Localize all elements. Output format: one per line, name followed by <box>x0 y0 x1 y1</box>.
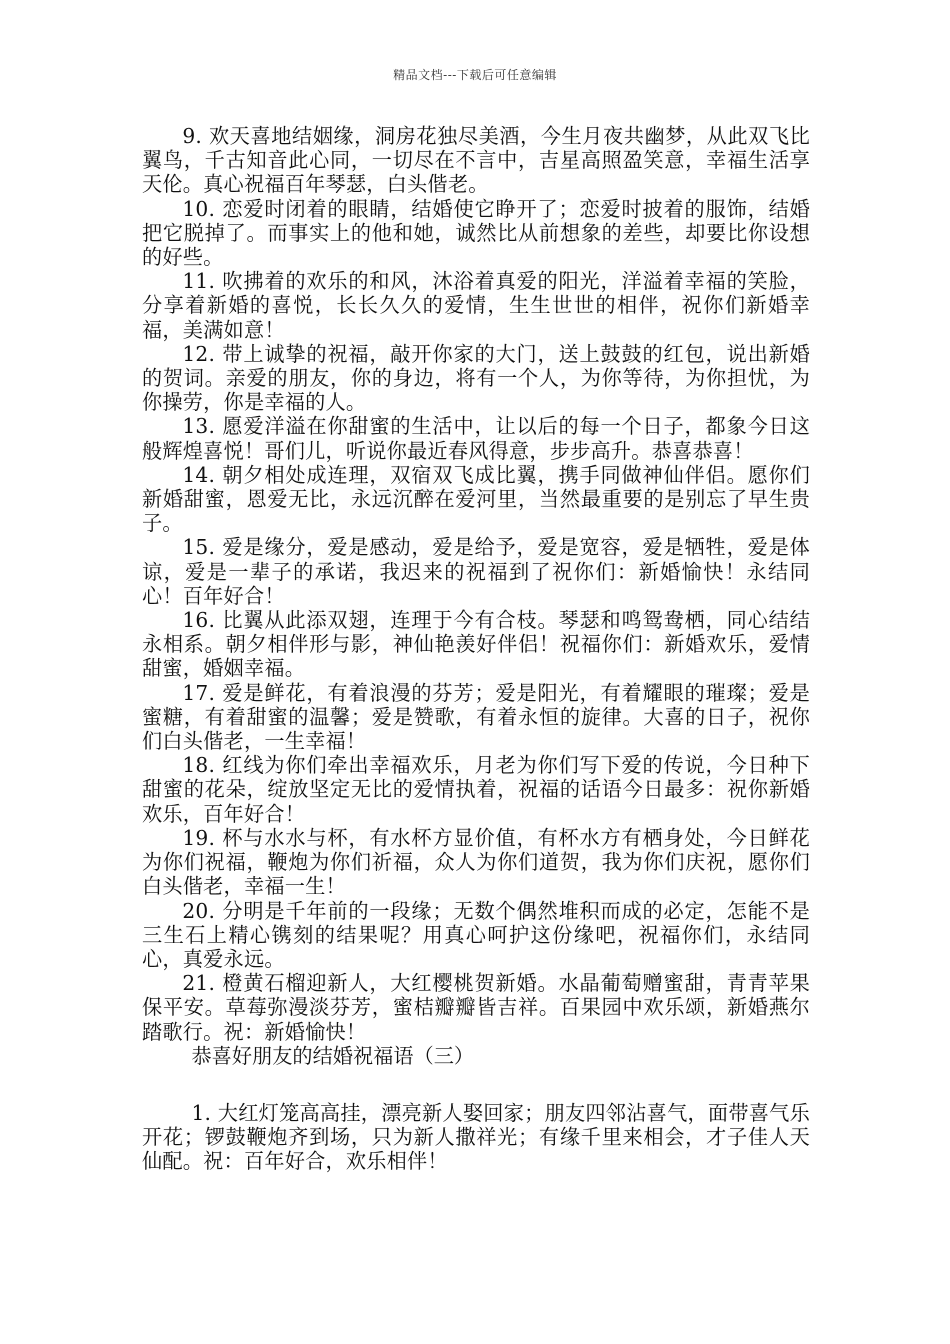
paragraph-item-14: 14. 朝夕相处成连理，双宿双飞成比翼，携手同做神仙伴侣。愿你们新婚甜蜜，恩爱无比，永远沉醉在爱河里，当然最重要的是别忘了早生贵子。 <box>142 462 810 536</box>
paragraph-item-20: 20. 分明是千年前的一段缘；无数个偶然堆积而成的必定，怎能不是三生石上精心镌刻的结果呢？用真心呵护这份缘吧，祝福你们，永结同心，真爱永远。 <box>142 898 810 971</box>
section-heading: 恭喜好朋友的结婚祝福语（三） <box>191 1043 475 1068</box>
page-header: 精品文档---下载后可任意编辑 <box>393 68 557 82</box>
paragraph-item-17: 17. 爱是鲜花，有着浪漫的芬芳；爱是阳光，有着耀眼的璀璨；爱是蜜糖，有着甜蜜的温馨；爱是赞歌，有着永恒的旋律。大喜的日子，祝你们白头偕老，一生幸福！ <box>142 680 810 754</box>
paragraph-item-9: 9. 欢天喜地结姻缘，洞房花独尽美酒，今生月夜共幽梦，从此双飞比翼鸟，千古知音此心同，一切尽在不言中，吉星高照盈笑意，幸福生活享天伦。真心祝福百年琴瑟，白头偕老。 <box>142 124 810 197</box>
paragraph-item-10: 10. 恋爱时闭着的眼睛，结婚使它睁开了；恋爱时披着的服饰，结婚把它脱掉了。而事实上的他和她，诚然比从前想象的差些，却要比你设想的好些。 <box>142 196 810 270</box>
paragraph-item-15: 15. 爱是缘分，爱是感动，爱是给予，爱是宽容，爱是牺牲，爱是体谅，爱是一辈子的承诺，我迟来的祝福到了祝你们：新婚愉快！永结同心！百年好合！ <box>142 535 810 608</box>
paragraph-item-13: 13. 愿爱洋溢在你甜蜜的生活中，让以后的每一个日子，都象今日这般辉煌喜悦！哥们儿，听说你最近春风得意，步步高升。恭喜恭喜！ <box>142 414 810 463</box>
paragraph-item-18: 18. 红线为你们牵出幸福欢乐，月老为你们写下爱的传说，今日种下甜蜜的花朵，绽放坚定无比的爱情执着，祝福的话语今日最多：祝你新婚欢乐，百年好合！ <box>142 753 810 826</box>
paragraph-item-21: 21. 橙黄石榴迎新人，大红樱桃贺新婚。水晶葡萄赠蜜甜，青青苹果保平安。草莓弥漫淡芬芳，蜜桔瓣瓣皆吉祥。百果园中欢乐颂，新婚燕尔踏歌行。祝：新婚愉快！ <box>142 971 810 1044</box>
paragraph-item-19: 19. 杯与水水与杯，有水杯方显价值，有杯水方有栖身处，今日鲜花为你们祝福，鞭炮为你们祈福，众人为你们道贺，我为你们庆祝，愿你们白头偕老，幸福一生！ <box>142 825 810 899</box>
paragraph-item-12: 12. 带上诚挚的祝福，敲开你家的大门，送上鼓鼓的红包，说出新婚的贺词。亲爱的朋友，你的身边，将有一个人，为你等待，为你担忧，为你操劳，你是幸福的人。 <box>142 341 810 415</box>
document-body <box>142 124 810 1174</box>
section-paragraph-item-1: 1. 大红灯笼高高挂，漂亮新人娶回家；朋友四邻沾喜气，面带喜气乐开花；锣鼓鞭炮齐到场，只为新人撒祥光；有缘千里来相会，才子佳人天仙配。祝：百年好合，欢乐相伴！ <box>142 1100 810 1174</box>
paragraph-item-11: 11. 吹拂着的欢乐的和风，沐浴着真爱的阳光，洋溢着幸福的笑脸，分享着新婚的喜悦，长长久久的爱情，生生世世的相伴，祝你们新婚幸福，美满如意！ <box>142 269 810 342</box>
paragraph-item-16: 16. 比翼从此添双翅，连理于今有合枝。琴瑟和鸣鸳鸯栖，同心结结永相系。朝夕相伴形与影，神仙艳羡好伴侣！祝福你们：新婚欢乐，爱情甜蜜，婚姻幸福。 <box>142 608 810 681</box>
